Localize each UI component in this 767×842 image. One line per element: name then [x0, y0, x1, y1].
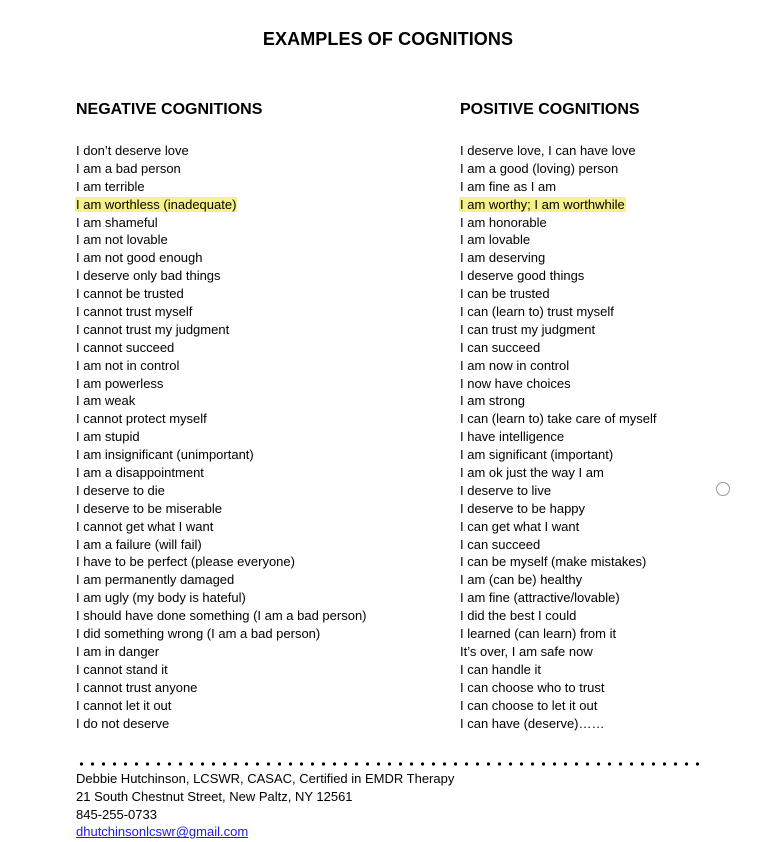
cognition-text: I am deserving — [460, 250, 546, 266]
positive-cognition-item — [460, 625, 657, 643]
cognition-text: I am not in control — [76, 357, 180, 373]
cognition-text: I am a disappointment — [76, 465, 204, 481]
cognition-text: I have to be perfect (please everyone) — [76, 554, 295, 570]
negative-cognition-item — [76, 464, 367, 482]
negative-cognition-item — [76, 607, 367, 625]
positive-heading: POSITIVE COGNITIONS — [460, 101, 640, 118]
cognition-text: I am strong — [460, 393, 526, 409]
negative-cognition-item — [76, 428, 367, 446]
cognition-text: I don’t deserve love — [76, 143, 189, 158]
positive-cognition-item — [460, 231, 657, 249]
positive-cognition-item — [460, 303, 657, 321]
negative-cognition-item — [76, 196, 367, 214]
cognition-text: I am significant (important) — [460, 447, 614, 463]
cognition-text: I am not good enough — [76, 250, 203, 266]
positive-cognition-item — [460, 571, 657, 589]
negative-cognition-item — [76, 231, 367, 249]
cognition-text: I can choose to let it out — [460, 697, 598, 713]
positive-cognition-item — [460, 410, 657, 428]
cognition-text: I learned (can learn) from it — [460, 626, 617, 642]
negative-cognition-item — [76, 697, 367, 715]
cognition-text: I cannot let it out — [76, 697, 172, 713]
cognition-text: I cannot trust my judgment — [76, 321, 230, 337]
cognition-text: I cannot protect myself — [76, 411, 207, 427]
positive-cognition-item — [460, 196, 657, 214]
cognition-text: I am stupid — [76, 429, 140, 445]
positive-cognition-item — [460, 697, 657, 715]
dotted-divider — [76, 762, 704, 766]
positive-cognition-item — [460, 357, 657, 375]
positive-cognition-item — [460, 715, 657, 733]
negative-cognition-item — [76, 500, 367, 518]
cognition-text: I am permanently damaged — [76, 572, 235, 588]
positive-list — [460, 142, 657, 732]
cognition-text: I am terrible — [76, 178, 145, 194]
cognition-text: I deserve to be happy — [460, 500, 586, 516]
positive-cognition-item — [460, 321, 657, 339]
cognition-text: I deserve good things — [460, 268, 585, 284]
negative-cognition-item — [76, 536, 367, 554]
cognition-text: I am lovable — [460, 232, 531, 248]
negative-cognition-item — [76, 679, 367, 697]
cognition-text: I am ok just the way I am — [460, 465, 604, 481]
cognition-text: I am fine as I am — [460, 178, 557, 194]
negative-cognition-item — [76, 142, 367, 160]
cognition-text: I cannot stand it — [76, 661, 168, 677]
negative-heading: NEGATIVE COGNITIONS — [76, 101, 263, 118]
cognition-text: I can be trusted — [460, 286, 550, 302]
highlighted-cognition-text: I am worthy; I am worthwhile — [460, 196, 625, 212]
cognition-text: I have intelligence — [460, 429, 565, 445]
negative-cognition-item — [76, 446, 367, 464]
cognition-text: I can (learn to) take care of myself — [460, 411, 657, 427]
page-title: EXAMPLES OF COGNITIONS — [262, 29, 514, 49]
cognition-text: I am shameful — [76, 214, 158, 230]
negative-cognition-item — [76, 553, 367, 571]
cognition-text: I can (learn to) trust myself — [460, 304, 614, 320]
cognition-text: I cannot trust myself — [76, 304, 193, 320]
positive-cognition-item — [460, 339, 657, 357]
positive-cognition-item — [460, 679, 657, 697]
cognition-text: I can choose who to trust — [460, 679, 605, 695]
negative-cognition-item — [76, 715, 367, 733]
cognition-text: I am weak — [76, 393, 136, 409]
cognition-text: I can have (deserve)…… — [460, 715, 605, 731]
positive-cognition-item — [460, 160, 657, 178]
cognition-text: I can trust my judgment — [460, 321, 596, 337]
cognition-text: I now have choices — [460, 375, 571, 391]
negative-cognition-item — [76, 357, 367, 375]
cognition-text: I deserve only bad things — [76, 268, 221, 284]
cognition-text: I do not deserve — [76, 715, 170, 731]
cognition-text: I can handle it — [460, 661, 541, 677]
positive-cognition-item — [460, 553, 657, 571]
negative-cognition-item — [76, 392, 367, 410]
radio-button[interactable] — [716, 482, 730, 496]
cognition-text: I should have done something (I am a bad person) — [76, 608, 367, 624]
cognition-text: I did the best I could — [460, 608, 577, 624]
negative-list — [76, 142, 367, 732]
cognition-text: I am ugly (my body is hateful) — [76, 590, 246, 606]
negative-cognition-item — [76, 249, 367, 267]
cognition-text: It’s over, I am safe now — [460, 643, 593, 659]
negative-cognition-item — [76, 214, 367, 232]
positive-cognition-item — [460, 661, 657, 679]
positive-cognition-item — [460, 428, 657, 446]
cognition-text: I am honorable — [460, 214, 547, 230]
positive-column — [460, 101, 657, 732]
positive-cognition-item — [460, 482, 657, 500]
positive-cognition-item — [460, 267, 657, 285]
highlighted-cognition-text: I am worthless (inadequate) — [76, 196, 237, 212]
positive-cognition-item — [460, 446, 657, 464]
cognition-text: I cannot be trusted — [76, 286, 184, 302]
positive-cognition-item — [460, 375, 657, 393]
negative-cognition-item — [76, 571, 367, 589]
negative-cognition-item — [76, 178, 367, 196]
cognition-text: I cannot succeed — [76, 339, 175, 355]
cognition-text: I cannot trust anyone — [76, 679, 198, 695]
footer-email-link[interactable]: dhutchinsonlcswr@gmail.com — [76, 824, 249, 840]
footer-name: Debbie Hutchinson, LCSWR, CASAC, Certified in EMDR Therapy — [76, 771, 455, 786]
positive-cognition-item — [460, 536, 657, 554]
negative-cognition-item — [76, 303, 367, 321]
cognition-text: I deserve to die — [76, 482, 165, 498]
positive-cognition-item — [460, 589, 657, 607]
negative-cognition-item — [76, 625, 367, 643]
cognition-text: I am now in control — [460, 357, 570, 373]
negative-cognition-item — [76, 285, 367, 303]
positive-cognition-item — [460, 285, 657, 303]
positive-cognition-item — [460, 464, 657, 482]
cognition-text: I can get what I want — [460, 518, 580, 534]
cognition-text: I am (can be) healthy — [460, 572, 583, 588]
positive-cognition-item — [460, 607, 657, 625]
positive-cognition-item — [460, 518, 657, 536]
cognition-text: I am in danger — [76, 643, 160, 659]
cognition-text: I deserve to live — [460, 482, 552, 498]
footer — [76, 770, 454, 841]
negative-cognition-item — [76, 482, 367, 500]
negative-cognition-item — [76, 267, 367, 285]
positive-cognition-item — [460, 214, 657, 232]
negative-cognition-item — [76, 643, 367, 661]
positive-cognition-item — [460, 392, 657, 410]
negative-cognition-item — [76, 339, 367, 357]
positive-cognition-item — [460, 178, 657, 196]
cognition-text: I did something wrong (I am a bad person) — [76, 626, 321, 642]
cognition-text: I am a failure (will fail) — [76, 536, 202, 552]
negative-cognition-item — [76, 410, 367, 428]
negative-cognition-item — [76, 160, 367, 178]
cognition-text: I can be myself (make mistakes) — [460, 554, 647, 570]
cognition-text: I am powerless — [76, 375, 164, 391]
negative-cognition-item — [76, 661, 367, 679]
negative-cognition-item — [76, 321, 367, 339]
positive-cognition-item — [460, 249, 657, 267]
cognition-text: I am insignificant (unimportant) — [76, 447, 254, 463]
cognition-text: I can succeed — [460, 536, 541, 552]
negative-column — [76, 101, 367, 732]
cognition-text: I am not lovable — [76, 232, 168, 248]
cognition-text: I am fine (attractive/lovable) — [460, 590, 620, 606]
footer-address: 21 South Chestnut Street, New Paltz, NY 12561 — [76, 788, 353, 804]
footer-phone: 845-255-0733 — [76, 806, 157, 822]
negative-cognition-item — [76, 589, 367, 607]
negative-cognition-item — [76, 518, 367, 536]
cognition-text: I am a bad person — [76, 160, 181, 176]
positive-cognition-item — [460, 500, 657, 518]
negative-cognition-item — [76, 375, 367, 393]
cognition-text: I deserve to be miserable — [76, 500, 222, 516]
positive-cognition-item — [460, 643, 657, 661]
cognition-text: I am a good (loving) person — [460, 160, 619, 176]
cognition-text: I deserve love, I can have love — [460, 143, 636, 158]
cognition-text: I cannot get what I want — [76, 518, 214, 534]
positive-cognition-item — [460, 142, 657, 160]
cognition-text: I can succeed — [460, 339, 541, 355]
